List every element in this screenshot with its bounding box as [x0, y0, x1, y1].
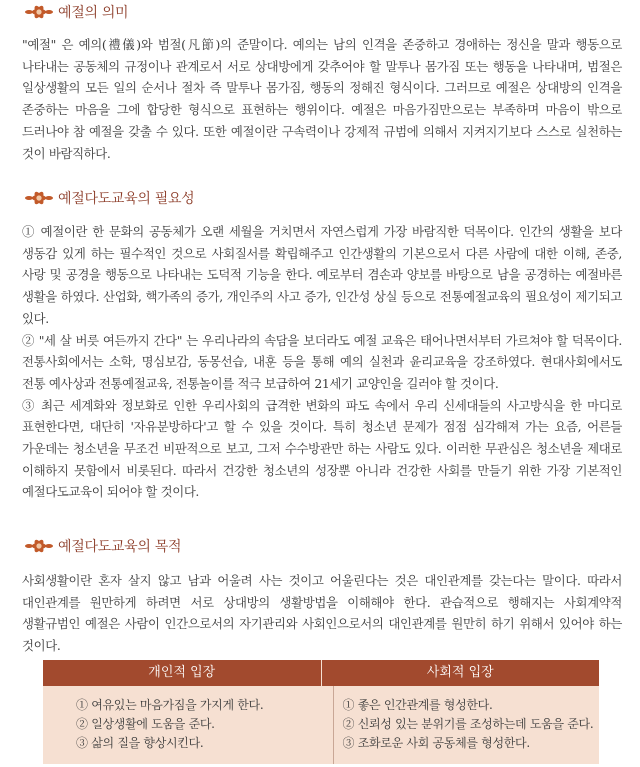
- list-item: ② 일상생활에 도움을 준다.: [76, 717, 215, 731]
- table-header-row: [43, 660, 599, 686]
- paragraph: ① 예절이란 한 문화의 공동체가 오랜 세월을 거치면서 자연스럽게 가장 바람직한 덕목이다. 인간의 생활을 보다 생동감 있게 하는 필수적인 것으로 사회질서를 확립해주고 인간생활의 기본으로서 다른 사람에 대한 이해, 존중, 사랑 및 공경을 행동으로 나타내는 도덕적 기능을 한다. 예로부터 겸손과 양보를 바탕으로 남을 공경하는 예절바른 생활을 하였다. 산업화, 핵가족의 증가, 개인주의 사고 증가, 인간성 상실 등으로 전통예절교육의 필요성이 제기되고 있다.: [22, 224, 622, 326]
- personal-column: [43, 686, 334, 764]
- section-title: 예절다도교육의 필요성: [58, 191, 195, 207]
- flower-icon: [24, 536, 54, 556]
- table-header-social: 사회적 입장: [426, 665, 494, 680]
- paragraph: "예절" 은 예의(禮儀)와 범절(凡節)의 준말이다. 예의는 남의 인격을 존중하고 경애하는 정신을 말과 행동으로 나타내는 공동체의 규정이나 관계로서 서로 상대방에게 갖추어야 할 말투나 몸가짐 또는 행동을 나타내며, 범절은 일상생활의 모든 일의 순서나 절차 즉 말투나 몸가짐, 행동의 정해진 형식이다. 그러므로 예절은 상대방의 인격을 존중하는 마음을 그에 합당한 형식으로 표현하는 행위이다. 예절은 마음가짐만으로는 부족하며 마음이 밖으로 드러나야 참 예절을 갖출 수 있다. 또한 예절이란 구속력이나 강제적 규범에 의해서 지켜지기보다 스스로 실천하는 것이 바람직하다.: [22, 37, 622, 161]
- flower-icon: [24, 188, 54, 208]
- section-heading-meaning: [24, 2, 128, 22]
- table-header-personal: 개인적 입장: [43, 660, 322, 686]
- list-item: ③ 조화로운 사회 공동체를 형성한다.: [342, 736, 530, 750]
- section-title: 예절의 의미: [58, 5, 129, 21]
- section-body-purpose: [22, 570, 622, 657]
- purpose-table: [43, 660, 599, 764]
- list-item: ① 좋은 인간관계를 형성한다.: [342, 698, 493, 712]
- list-item: ③ 삶의 질을 향상시킨다.: [76, 736, 204, 750]
- paragraph: ③ 최근 세계화와 정보화로 인한 우리사회의 급격한 변화의 파도 속에서 우리 신세대들의 사고방식을 한 마디로 표현한다면, 대단히 '자유분방하다'고 할 수 있을 것이다. 특히 청소년 문제가 점점 심각해져 가는 요즘, 어른들 가운데는 청소년을 무조건 비판적으로 보고, 그저 수수방관만 하는 사람도 있다. 이러한 무관심은 청소년을 제대로 이해하지 못함에서 비롯된다. 따라서 건강한 청소년의 성장뿐 아니라 건강한 사회를 만들기 위한 가장 기본적인 예절다도교육이 되어야 할 것이다.: [22, 397, 622, 500]
- social-column: [334, 686, 600, 764]
- paragraph: ② "세 살 버릇 여든까지 간다" 는 우리나라의 속담을 보더라도 예절 교육은 태어나면서부터 가르쳐야 할 덕목이다. 전통사회에서는 소학, 명심보감, 동몽선습, 내훈 등을 통해 예의 실천과 윤리교육을 강조하였다. 현대사회에서도 전통 예사상과 전통예절교육, 전통놀이를 적극 보급하여 21세기 교양인을 길러야 할 것이다.: [22, 332, 622, 391]
- list-item: ① 여유있는 마음가짐을 가지게 한다.: [76, 698, 264, 712]
- flower-icon: [24, 2, 54, 22]
- list-item: ② 신뢰성 있는 분위기를 조성하는데 도움을 준다.: [342, 717, 594, 731]
- section-body-meaning: [22, 34, 622, 164]
- section-body-necessity: [22, 221, 622, 503]
- section-title: 예절다도교육의 목적: [58, 539, 182, 555]
- paragraph: 사회생활이란 혼자 살지 않고 남과 어울려 사는 것이고 어울린다는 것은 대인관계를 갖는다는 말이다. 따라서 대인관계를 원만하게 하려면 서로 상대방의 생활방법을 이해해야 한다. 관습적으로 행해지는 사회계약적 생활규범인 예절은 사람이 인간으로서의 자기관리와 사회인으로서의 대인관계를 원만히 하기 위해서 있어야 하는 것이다.: [22, 573, 622, 654]
- section-heading-necessity: [24, 188, 194, 208]
- section-heading-purpose: [24, 536, 181, 556]
- table-body: [43, 686, 599, 764]
